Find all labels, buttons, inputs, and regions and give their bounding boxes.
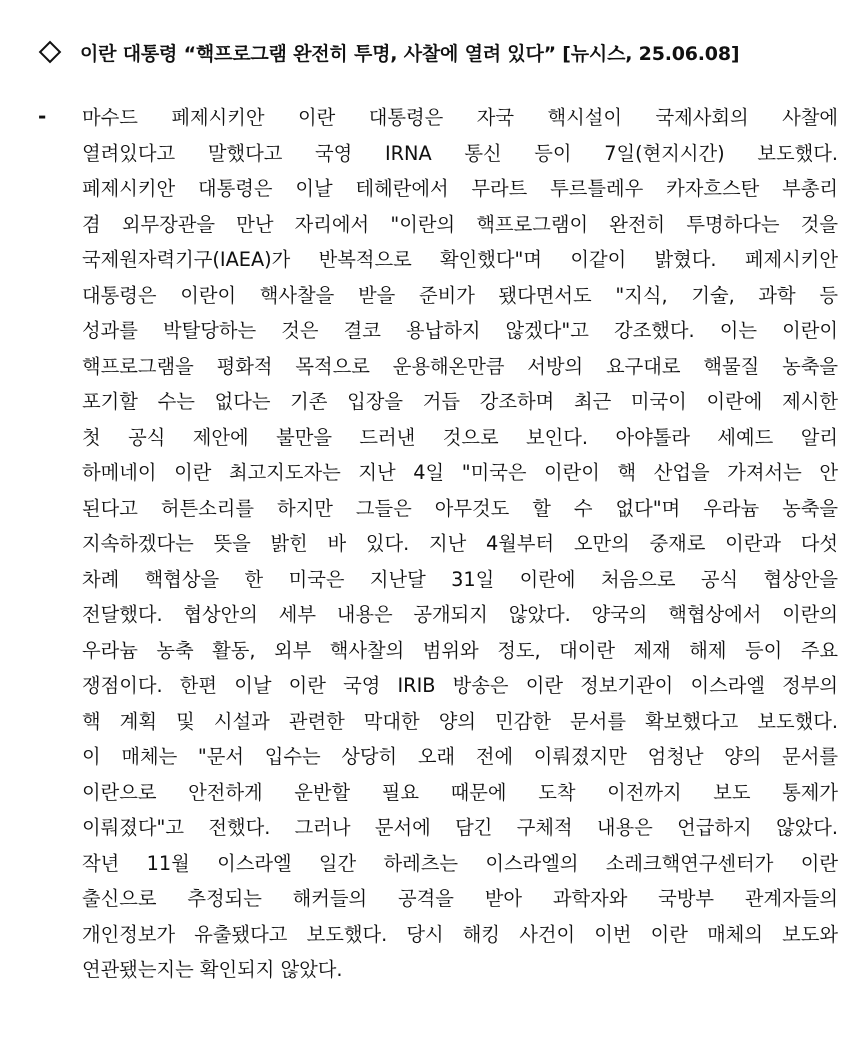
body-line: 하메네이 이란 최고지도자는 지난 4일 "미국은 이란이 핵 산업을 가져서는 안 xyxy=(82,461,838,484)
body-line: 차례 핵협상을 한 미국은 지난달 31일 이란에 처음으로 공식 협상안을 xyxy=(82,567,838,591)
body-line: 지속하겠다는 뜻을 밝힌 바 있다. 지난 4월부터 오만의 중재로 이란과 다섯 xyxy=(82,532,838,555)
diamond-bullet-icon xyxy=(39,41,62,64)
body-line: 이 매체는 "문서 입수는 상당히 오래 전에 이뤄졌지만 엄청난 양의 문서를 xyxy=(82,745,838,768)
body-line: 핵프로그램을 평화적 목적으로 운용해온만큼 서방의 요구대로 핵물질 농축을 xyxy=(82,354,838,378)
body-line: 열려있다고 말했다고 국영 IRNA 통신 등이 7일(현지시간) 보도했다. xyxy=(82,141,838,165)
body-line: 쟁점이다. 한편 이날 이란 국영 IRIB 방송은 이란 정보기관이 이스라엘 정부의 xyxy=(82,674,838,697)
body-line: 성과를 박탈당하는 것은 결코 용납하지 않겠다"고 강조했다. 이는 이란이 xyxy=(82,319,838,342)
body-line: 국제원자력기구(IAEA)가 반복적으로 확인했다"며 이같이 밝혔다. 페제시키안 xyxy=(82,248,838,271)
article-body xyxy=(82,100,838,988)
body-line: 이란으로 안전하게 운반할 필요 때문에 도착 이전까지 보도 통제가 xyxy=(82,780,838,804)
body-line: 겸 외무장관을 만난 자리에서 "이란의 핵프로그램이 완전히 투명하다는 것을 xyxy=(82,212,838,236)
body-line: 된다고 허튼소리를 하지만 그들은 아무것도 할 수 없다"며 우라늄 농축을 xyxy=(82,496,838,520)
body-line: 첫 공식 제안에 불만을 드러낸 것으로 보인다. 아야톨라 세예드 알리 xyxy=(82,425,838,449)
body-line: 전달했다. 협상안의 세부 내용은 공개되지 않았다. 양국의 핵협상에서 이란의 xyxy=(82,603,838,626)
headline-row xyxy=(38,34,838,70)
body-line: 개인정보가 유출됐다고 보도했다. 당시 해킹 사건이 이번 이란 매체의 보도와 xyxy=(82,922,838,946)
body-line: 마수드 페제시키안 이란 대통령은 자국 핵시설이 국제사회의 사찰에 xyxy=(82,106,838,129)
list-bullet: - xyxy=(38,104,47,128)
body-line: 대통령은 이란이 핵사찰을 받을 준비가 됐다면서도 "지식, 기술, 과학 등 xyxy=(82,283,838,307)
article-headline: 이란 대통령 “핵프로그램 완전히 투명, 사찰에 열려 있다” [뉴시스, 25.06.08] xyxy=(80,42,740,65)
body-line: 페제시키안 대통령은 이날 테헤란에서 무라트 투르틀레우 카자흐스탄 부총리 xyxy=(82,177,838,200)
body-line: 핵 계획 및 시설과 관련한 막대한 양의 민감한 문서를 확보했다고 보도했다. xyxy=(82,709,838,733)
body-line: 연관됐는지는 확인되지 않았다. xyxy=(82,958,343,981)
body-line: 출신으로 추정되는 해커들의 공격을 받아 과학자와 국방부 관계자들의 xyxy=(82,887,838,910)
body-line: 작년 11월 이스라엘 일간 하레츠는 이스라엘의 소레크핵연구센터가 이란 xyxy=(82,851,838,875)
body-line: 이뤄졌다"고 전했다. 그러나 문서에 담긴 구체적 내용은 언급하지 않았다. xyxy=(82,816,838,839)
body-line: 포기할 수는 없다는 기존 입장을 거듭 강조하며 최근 미국이 이란에 제시한 xyxy=(82,390,838,413)
body-line: 우라늄 농축 활동, 외부 핵사찰의 범위와 정도, 대이란 제재 해제 등이 주요 xyxy=(82,638,838,662)
